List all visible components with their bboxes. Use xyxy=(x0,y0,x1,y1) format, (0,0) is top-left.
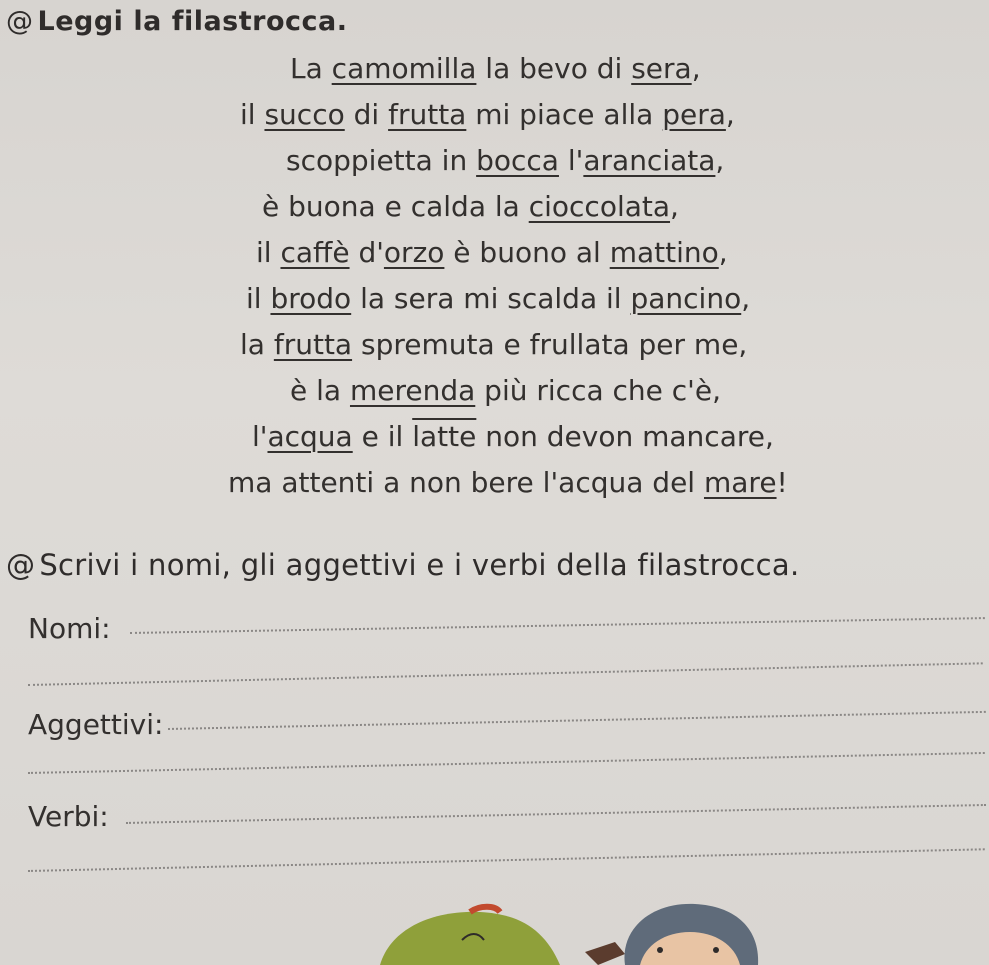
writing-line[interactable] xyxy=(28,662,983,686)
poem-line-3: scoppietta in bocca l'aranciata, xyxy=(286,144,725,177)
exercise-1-title: Leggi la filastrocca. xyxy=(37,6,348,37)
poem-line-7: la frutta spremuta e frullata per me, xyxy=(240,328,748,361)
writing-line[interactable] xyxy=(28,848,985,872)
exercise-2-title: Scrivi i nomi, gli aggettivi e i verbi della filastrocca. xyxy=(39,548,800,582)
boy-eye-shape xyxy=(713,947,719,953)
poem-line-8: è la merenda più ricca che c'è, xyxy=(290,374,722,407)
poem-line-6: il brodo la sera mi scalda il pancino, xyxy=(246,282,751,315)
aggettivi-label: Aggettivi: xyxy=(28,708,164,741)
poem-line-4: è buona e calda la cioccolata, xyxy=(262,190,679,223)
underlined-word: latte xyxy=(412,420,477,453)
underlined-word: camomilla xyxy=(331,52,477,85)
poem-line-2: il succo di frutta mi piace alla pera, xyxy=(240,98,735,131)
underlined-word: frutta xyxy=(273,328,353,361)
poem-line-10: ma attenti a non bere l'acqua del mare! xyxy=(228,466,788,499)
underlined-word: succo xyxy=(264,98,345,131)
boy-eye-shape xyxy=(657,947,663,953)
poem-line-1: La camomilla la bevo di sera, xyxy=(290,52,701,85)
poem-line-5: il caffè d'orzo è buono al mattino, xyxy=(256,236,728,269)
writing-line[interactable] xyxy=(28,752,985,774)
underlined-word: merenda xyxy=(349,374,476,407)
writing-line[interactable] xyxy=(168,711,986,730)
underlined-word: bocca xyxy=(476,144,559,177)
nomi-label: Nomi: xyxy=(28,612,111,645)
underlined-word: brodo xyxy=(270,282,352,315)
underlined-word: sera xyxy=(631,52,692,85)
underlined-word: cioccolata xyxy=(528,190,671,223)
underlined-word: orzo xyxy=(383,236,445,269)
hair-bow-shape xyxy=(470,907,500,912)
girl-hair-shape xyxy=(380,912,560,965)
underlined-word: mattino xyxy=(609,236,719,269)
underlined-word: frutta xyxy=(388,98,467,131)
writing-line[interactable] xyxy=(126,804,986,824)
underlined-word: caffè xyxy=(280,236,350,269)
underlined-word: acqua xyxy=(267,420,353,453)
underlined-word: aranciata xyxy=(583,144,716,177)
exercise-2-marker: @ xyxy=(6,548,36,582)
verbi-label: Verbi: xyxy=(28,800,109,833)
underlined-word: mare xyxy=(703,466,777,499)
children-illustration xyxy=(0,890,989,965)
poem-line-9: l'acqua e il latte non devon mancare, xyxy=(252,420,774,453)
exercise-2-heading xyxy=(6,548,800,582)
underlined-word: pera xyxy=(662,98,726,131)
exercise-1-heading xyxy=(6,6,348,37)
cup-shape xyxy=(585,942,625,965)
underlined-word: pancino xyxy=(630,282,742,315)
writing-line[interactable] xyxy=(130,617,985,634)
exercise-1-marker: @ xyxy=(6,6,34,37)
